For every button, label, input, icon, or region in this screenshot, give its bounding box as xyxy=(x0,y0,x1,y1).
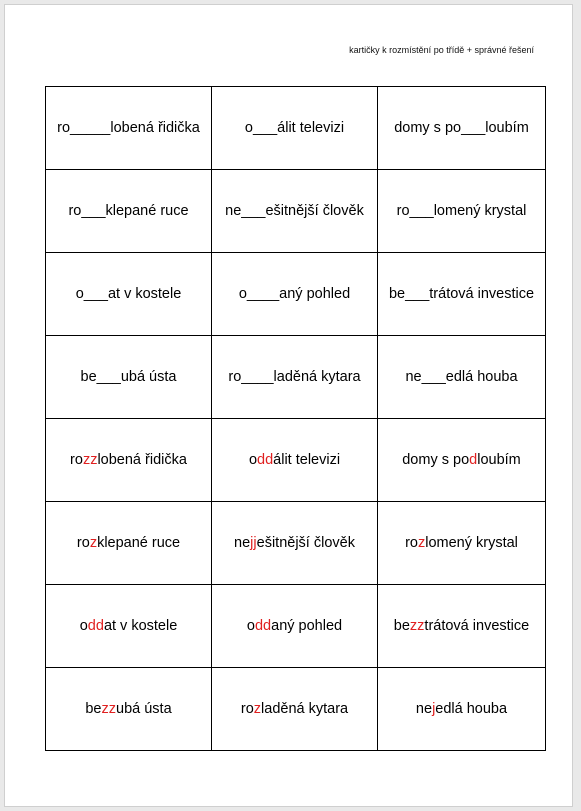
card-text: o xyxy=(79,617,88,634)
card-text: lomený krystal xyxy=(425,534,518,551)
card-exercise xyxy=(212,253,378,336)
card-solution xyxy=(212,419,378,502)
card-text: lobená řidička xyxy=(97,451,187,468)
highlighted-letters: j xyxy=(432,700,436,717)
card-row xyxy=(46,419,546,502)
card-text: loubím xyxy=(477,451,521,468)
card-row xyxy=(46,585,546,668)
card-row xyxy=(46,336,546,419)
card-solution xyxy=(212,585,378,668)
card-row xyxy=(46,668,546,751)
highlighted-letters: z xyxy=(253,700,262,717)
document-page xyxy=(4,4,573,807)
card-text: o___at v kostele xyxy=(75,285,182,302)
card-text: ro xyxy=(240,700,254,717)
card-exercise xyxy=(46,336,212,419)
card-solution xyxy=(378,668,546,751)
card-text: o xyxy=(248,451,258,468)
card-row xyxy=(46,502,546,585)
cards-table-body xyxy=(46,87,546,751)
highlighted-letters: dd xyxy=(257,451,274,468)
card-row xyxy=(46,170,546,253)
card-text: o____aný pohled xyxy=(238,285,351,302)
card-solution xyxy=(378,585,546,668)
highlighted-letters: zz xyxy=(82,451,98,468)
card-solution xyxy=(212,668,378,751)
card-solution xyxy=(212,502,378,585)
card-text: o___álit televizi xyxy=(244,119,345,136)
card-text: ne xyxy=(415,700,433,717)
card-text: ro___klepané ruce xyxy=(68,202,189,219)
card-text: at v kostele xyxy=(103,617,178,634)
highlighted-letters: zz xyxy=(409,617,425,634)
highlighted-letters: zz xyxy=(101,700,116,717)
card-text: aný pohled xyxy=(271,617,343,634)
card-text: domy s po xyxy=(402,451,470,468)
card-exercise xyxy=(378,170,546,253)
highlighted-letters: dd xyxy=(254,617,272,634)
highlighted-letters: d xyxy=(469,451,478,468)
card-exercise xyxy=(212,336,378,419)
cards-table xyxy=(45,86,546,751)
card-solution xyxy=(46,668,212,751)
card-text: trátová investice xyxy=(424,617,530,634)
header-note: kartičky k rozmístění po třídě + správné řešení xyxy=(349,45,534,55)
card-text: be___ubá ústa xyxy=(80,368,177,385)
card-text: laděná kytara xyxy=(261,700,349,717)
card-solution xyxy=(46,585,212,668)
highlighted-letters: z xyxy=(89,534,98,551)
card-exercise xyxy=(46,170,212,253)
card-exercise xyxy=(378,336,546,419)
card-text: ešitnější člověk xyxy=(256,534,355,551)
card-text: ne___edlá houba xyxy=(405,368,518,385)
card-text: álit televizi xyxy=(273,451,341,468)
card-exercise xyxy=(212,87,378,170)
card-text: ro____laděná kytara xyxy=(228,368,361,385)
card-text: be xyxy=(393,617,410,634)
highlighted-letters: z xyxy=(417,534,426,551)
card-solution xyxy=(378,502,546,585)
card-text: be xyxy=(85,700,102,717)
card-text: be___trátová investice xyxy=(388,285,535,302)
card-text: ro xyxy=(405,534,418,551)
card-text: klepané ruce xyxy=(97,534,181,551)
card-text: ro___lomený krystal xyxy=(396,202,527,219)
highlighted-letters: jj xyxy=(250,534,257,551)
card-solution xyxy=(378,419,546,502)
highlighted-letters: dd xyxy=(87,617,104,634)
card-exercise xyxy=(212,170,378,253)
card-text: ubá ústa xyxy=(116,700,172,717)
card-solution xyxy=(46,419,212,502)
card-text: ro xyxy=(76,534,90,551)
card-exercise xyxy=(46,253,212,336)
card-text: o xyxy=(246,617,255,634)
card-text: ro_____lobená řidička xyxy=(57,119,200,136)
card-text: ro xyxy=(70,451,83,468)
card-exercise xyxy=(378,253,546,336)
card-row xyxy=(46,87,546,170)
card-row xyxy=(46,253,546,336)
card-solution xyxy=(46,502,212,585)
card-text: domy s po___loubím xyxy=(394,119,529,136)
card-exercise xyxy=(46,87,212,170)
card-text: ne___ešitnější člověk xyxy=(225,202,364,219)
card-text: edlá houba xyxy=(435,700,508,717)
card-exercise xyxy=(378,87,546,170)
card-text: ne xyxy=(234,534,251,551)
